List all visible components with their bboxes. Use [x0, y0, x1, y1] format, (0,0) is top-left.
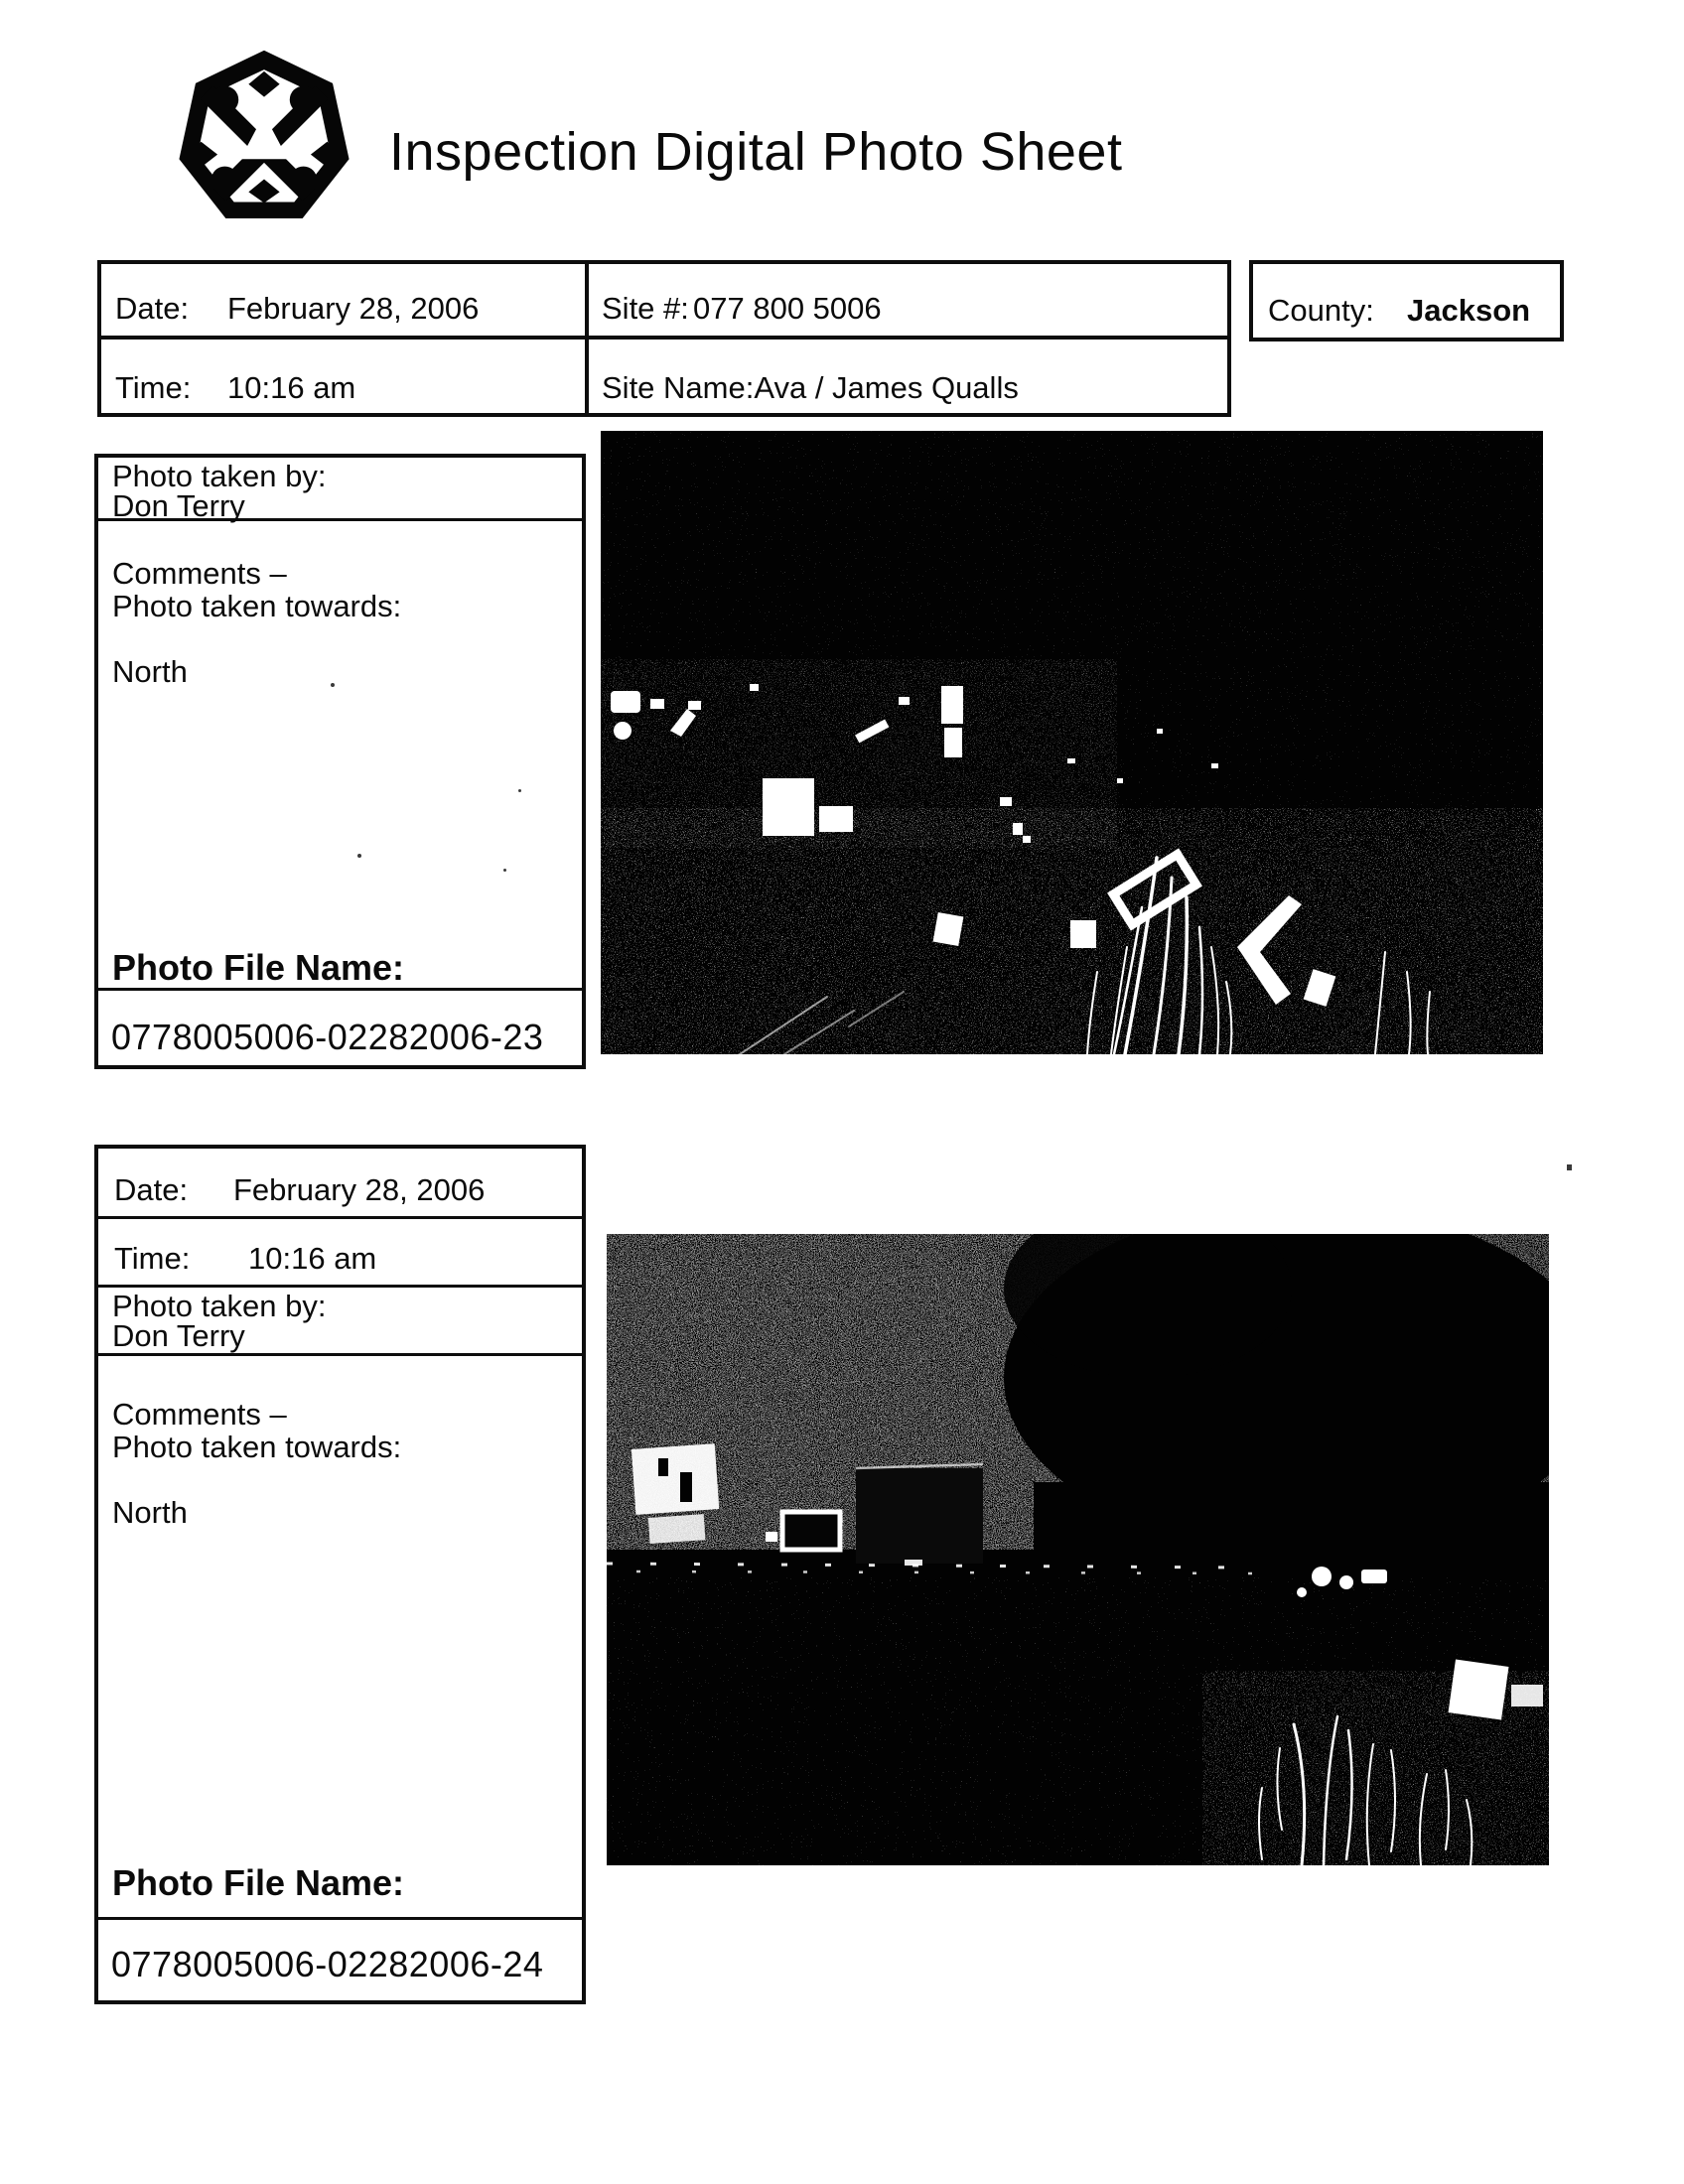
- comments-label: Comments –: [112, 1397, 287, 1432]
- scan-speck: [357, 854, 361, 858]
- taken-by-value: Don Terry: [112, 1318, 245, 1353]
- scan-speck: [331, 683, 335, 687]
- photo2-file-name-row: [98, 1920, 582, 1993]
- date-cell: [115, 264, 582, 336]
- comments-label: Comments –: [112, 556, 287, 591]
- photo2-machinery-band: [607, 1550, 1549, 1577]
- photo2-taken-by-row: [98, 1288, 582, 1356]
- date-value: February 28, 2006: [227, 291, 480, 326]
- comments-prompt: Photo taken towards:: [112, 589, 402, 623]
- scan-speck: [518, 789, 521, 792]
- file-name-value: 0778005006-02282006-23: [111, 1017, 544, 1057]
- time-label: Time:: [115, 370, 192, 405]
- county-label: County:: [1268, 293, 1374, 328]
- file-name-label: Photo File Name:: [112, 947, 405, 988]
- county-cell: [1249, 260, 1564, 341]
- time-value: 10:16 am: [248, 1241, 377, 1276]
- photo2-grass-texture: [1202, 1671, 1549, 1865]
- photo2-dark-treeline: [1004, 1234, 1549, 1557]
- site-name-label: Site Name:: [602, 370, 755, 405]
- scan-speck: [1567, 1164, 1572, 1170]
- time-value: 10:16 am: [227, 370, 356, 405]
- date-value: February 28, 2006: [233, 1172, 486, 1207]
- direction-value: North: [112, 654, 188, 689]
- photo1-info-box: [94, 454, 586, 1069]
- site-number-label: Site #:: [602, 291, 689, 326]
- site-info-table: [97, 260, 1231, 417]
- time-cell: [115, 340, 582, 417]
- photo2-info-box: [94, 1145, 586, 2004]
- site-number-cell: [602, 264, 1227, 336]
- file-name-value: 0778005006-02282006-24: [111, 1944, 544, 1984]
- blank-line: [112, 1463, 568, 1496]
- comments-prompt: Photo taken towards:: [112, 1430, 402, 1464]
- photo1-comments-row: [98, 521, 582, 991]
- taken-by-value: Don Terry: [112, 488, 245, 523]
- photo2-time-row: [98, 1219, 582, 1288]
- taken-by-label: Photo taken by:: [112, 1289, 327, 1323]
- agency-logo-icon: [171, 48, 357, 230]
- file-name-label: Photo File Name:: [112, 1862, 405, 1903]
- taken-by-label: Photo taken by:: [112, 459, 327, 493]
- photo1-taken-by-row: [98, 458, 582, 521]
- time-label: Time:: [114, 1241, 191, 1276]
- site-number-value: 077 800 5006: [693, 291, 882, 326]
- site-photo-1: [601, 431, 1543, 1054]
- site-name-value: Ava / James Qualls: [754, 370, 1019, 405]
- site-photo-2: [607, 1234, 1549, 1865]
- direction-value: North: [112, 1495, 188, 1530]
- photo1-file-name-row: [98, 991, 582, 1066]
- date-label: Date:: [114, 1172, 189, 1207]
- site-name-cell: [602, 340, 1227, 417]
- photo2-comments-row: [98, 1356, 582, 1920]
- page-title: Inspection Digital Photo Sheet: [389, 122, 1123, 182]
- photo1-midband-texture: [601, 659, 1117, 848]
- blank-line: [112, 622, 568, 655]
- photo2-date-row: [98, 1149, 582, 1219]
- scan-speck: [503, 869, 506, 872]
- county-value: Jackson: [1407, 293, 1531, 328]
- date-label: Date:: [115, 291, 190, 326]
